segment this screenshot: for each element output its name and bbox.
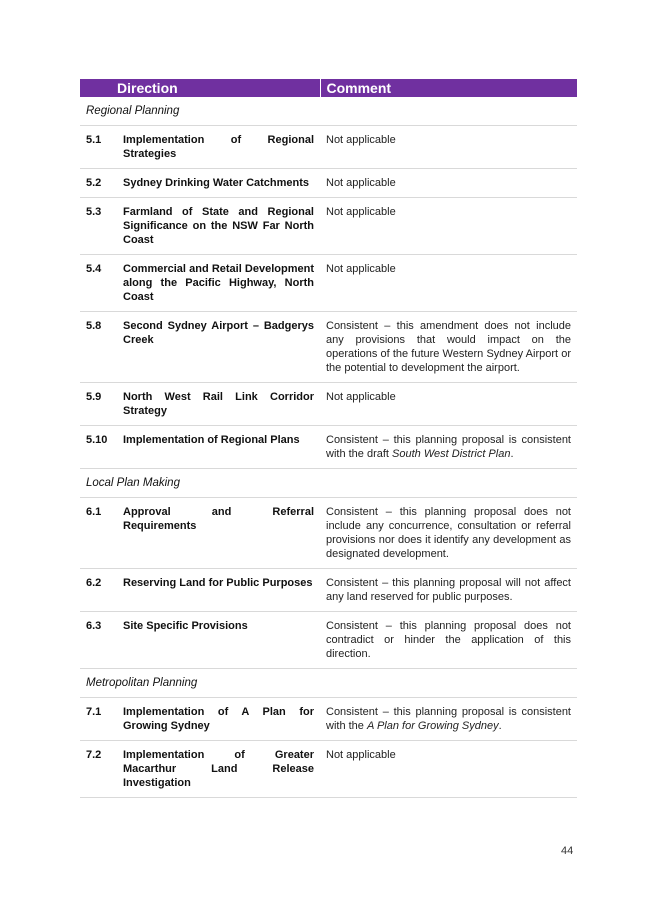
comment-document-title: A Plan for Growing Sydney [366, 720, 499, 732]
direction-title: Implementation of Greater Macarthur Land Release Investigation [123, 749, 314, 789]
section-header [80, 469, 577, 498]
comment-document-title: South West District Plan [392, 448, 511, 460]
direction-comment [320, 698, 577, 741]
direction-comment: Consistent – this planning proposal does not contradict or hinder the application of this direction. [320, 612, 577, 669]
section-title: Metropolitan Planning [80, 669, 577, 698]
direction-title: Reserving Land for Public Purposes [123, 577, 313, 589]
direction-comment [320, 426, 577, 469]
table-row [80, 312, 577, 383]
table-row [80, 741, 577, 798]
section-title: Local Plan Making [80, 469, 577, 498]
table-row [80, 426, 577, 469]
direction-title: North West Rail Link Corridor Strategy [123, 391, 314, 417]
table-header [80, 79, 577, 97]
document-page [80, 79, 577, 798]
section-header [80, 669, 577, 698]
direction-number: 5.9 [86, 391, 102, 403]
table-row [80, 169, 577, 198]
direction-title: Farmland of State and Regional Significance on the NSW Far North Coast [123, 206, 314, 246]
direction-comment: Consistent – this amendment does not include any provisions that would impact on the operations of the future Western Sydney Airport or the potential to development the airport. [320, 312, 577, 383]
direction-number: 5.4 [86, 263, 102, 275]
direction-number: 5.8 [86, 320, 102, 332]
table-row [80, 255, 577, 312]
direction-number: 6.2 [86, 577, 102, 589]
direction-number: 7.2 [86, 749, 102, 761]
direction-comment: Consistent – this planning proposal will not affect any land reserved for public purposes. [320, 569, 577, 612]
directions-table [80, 79, 577, 798]
comment-text: Consistent – this planning proposal is consistent with the [326, 706, 571, 732]
direction-comment: Consistent – this planning proposal does not include any concurrence, consultation or referral provisions nor does it identify any development as designated development. [320, 498, 577, 569]
direction-title: Commercial and Retail Development along the Pacific Highway, North Coast [123, 263, 314, 303]
header-direction: Direction [80, 79, 320, 97]
table-row [80, 498, 577, 569]
table-row [80, 126, 577, 169]
direction-comment: Not applicable [320, 255, 577, 312]
comment-text-end: . [498, 720, 502, 732]
direction-comment: Not applicable [320, 198, 577, 255]
direction-title: Site Specific Provisions [123, 620, 248, 632]
header-comment: Comment [320, 79, 577, 97]
table-row [80, 569, 577, 612]
comment-text-end: . [510, 448, 514, 460]
direction-number: 5.3 [86, 206, 102, 218]
direction-number: 7.1 [86, 706, 102, 718]
direction-title: Implementation of A Plan for Growing Sydney [123, 706, 314, 732]
table-row [80, 198, 577, 255]
direction-comment: Not applicable [320, 169, 577, 198]
page-number: 44 [561, 845, 574, 857]
table-row [80, 612, 577, 669]
direction-number: 6.3 [86, 620, 102, 632]
direction-number: 5.2 [86, 177, 102, 189]
direction-comment: Not applicable [320, 741, 577, 798]
direction-title: Approval and Referral Requirements [123, 506, 314, 532]
direction-number: 5.10 [86, 434, 108, 446]
table-row [80, 698, 577, 741]
comment-text: Consistent – this planning proposal is consistent with the draft [326, 434, 571, 460]
direction-number: 5.1 [86, 134, 102, 146]
direction-number: 6.1 [86, 506, 102, 518]
table-row [80, 383, 577, 426]
direction-title: Implementation of Regional Strategies [123, 134, 314, 160]
section-header [80, 97, 577, 126]
direction-comment: Not applicable [320, 126, 577, 169]
direction-title: Implementation of Regional Plans [123, 434, 300, 446]
section-title: Regional Planning [80, 97, 577, 126]
direction-title: Sydney Drinking Water Catchments [123, 177, 310, 189]
direction-title: Second Sydney Airport – Badgerys Creek [123, 320, 314, 346]
direction-comment: Not applicable [320, 383, 577, 426]
